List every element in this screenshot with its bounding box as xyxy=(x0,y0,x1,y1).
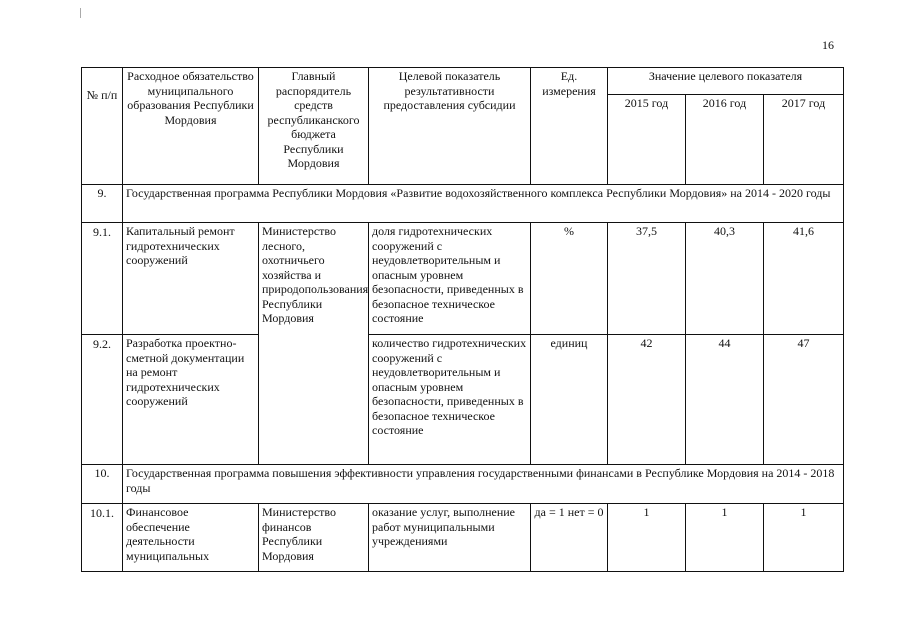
page-number: 16 xyxy=(822,38,834,52)
row-value-2017: 47 xyxy=(764,335,844,465)
row-value-2015: 37,5 xyxy=(608,223,686,335)
row-value-2015: 42 xyxy=(608,335,686,465)
scan-mark xyxy=(80,8,81,18)
section-title: Государственная программа повышения эффективности управления государственными финансами в Республике Мордовия на 2014 - 2018 годы xyxy=(123,465,844,504)
row-unit: да = 1 нет = 0 xyxy=(531,504,608,572)
header-year-2017: 2017 год xyxy=(764,95,844,185)
row-indicator: оказание услуг, выполнение работ муниципальными учреждениями xyxy=(369,504,531,572)
row-value-2015: 1 xyxy=(608,504,686,572)
row-manager: Министерство лесного, охотничьего хозяйства и природопользования Республики Мордовия xyxy=(259,223,369,465)
row-value-2017: 1 xyxy=(764,504,844,572)
section-row xyxy=(82,465,844,504)
header-unit: Ед. измерения xyxy=(531,68,608,185)
header-manager: Главный распорядитель средств республиканского бюджета Республики Мордовия xyxy=(259,68,369,185)
section-num: 10. xyxy=(82,465,123,504)
row-unit: единиц xyxy=(531,335,608,465)
row-num: 9.1. xyxy=(82,223,123,335)
table-row xyxy=(82,335,844,465)
header-obligation: Расходное обязательство муниципального образования Республики Мордовия xyxy=(123,68,259,185)
row-unit: % xyxy=(531,223,608,335)
section-title: Государственная программа Республики Мордовия «Развитие водохозяйственного комплекса Республики Мордовия» на 2014 - 2020 годы xyxy=(123,185,844,223)
header-num: № п/п xyxy=(82,68,123,185)
row-obligation: Финансовое обеспечение деятельности муниципальных xyxy=(123,504,259,572)
row-value-2016: 44 xyxy=(686,335,764,465)
header-indicator: Целевой показатель результативности предоставления субсидии xyxy=(369,68,531,185)
row-num: 9.2. xyxy=(82,335,123,465)
header-target-value: Значение целевого показателя xyxy=(608,68,844,95)
section-row xyxy=(82,185,844,223)
header-year-2015: 2015 год xyxy=(608,95,686,185)
row-value-2016: 1 xyxy=(686,504,764,572)
header-year-2016: 2016 год xyxy=(686,95,764,185)
header-row xyxy=(82,68,844,95)
row-value-2016: 40,3 xyxy=(686,223,764,335)
row-num: 10.1. xyxy=(82,504,123,572)
row-obligation: Капитальный ремонт гидротехнических сооружений xyxy=(123,223,259,335)
table-row xyxy=(82,223,844,335)
row-value-2017: 41,6 xyxy=(764,223,844,335)
targets-table xyxy=(81,67,844,572)
section-num: 9. xyxy=(82,185,123,223)
row-indicator: доля гидротехнических сооружений с неудовлетворительным и опасным уровнем безопасности, приведенных в безопасное техническое состояние xyxy=(369,223,531,335)
row-manager: Министерство финансов Республики Мордовия xyxy=(259,504,369,572)
row-obligation: Разработка проектно-сметной документации на ремонт гидротехнических сооружений xyxy=(123,335,259,465)
row-indicator: количество гидротехнических сооружений с неудовлетворительным и опасным уровнем безопасности, приведенных в безопасное техническое состояние xyxy=(369,335,531,465)
table-row xyxy=(82,504,844,572)
